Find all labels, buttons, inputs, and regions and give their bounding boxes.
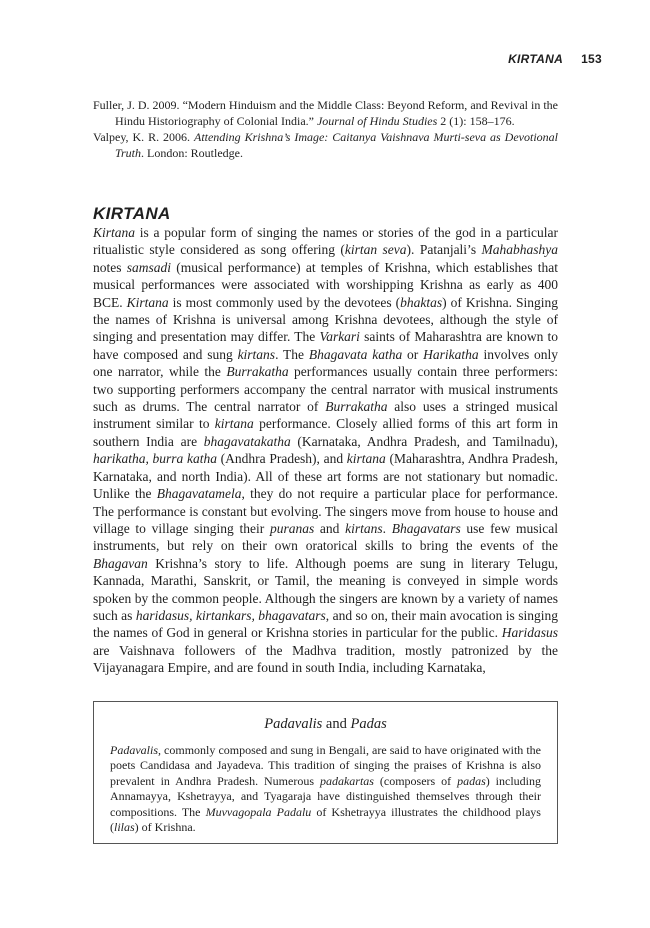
sidebar-title [110,716,541,733]
italic-term: kirtans [237,346,276,362]
text-run: (composers of [373,773,458,788]
italic-term: kirtana [346,451,386,467]
sidebar-title-part: Padas [350,716,387,732]
text-run: performances usually contain three performers: two supporting performers accompany the central narrator with musical instruments such as drums. The central narrator of [93,364,558,415]
italic-term: padakartas [319,773,374,788]
text-run: notes [93,259,127,275]
text-run: . The [275,346,309,362]
italic-term: kirtans [345,520,383,536]
text-run: (Andhra Pradesh), and [216,451,347,467]
text-run: saints of Maharashtra are known to have composed and sung [93,329,558,362]
text-run: , and so on, their main avocation is singing the names of God in general or Krishna stories in particular for the public. [93,607,558,641]
italic-term: Mahabhashya [481,242,558,258]
italic-term: Harikatha [423,346,479,362]
text-run: involves only one narrator, while the [93,346,559,380]
italic-term: Bhagavatars [391,520,461,536]
italic-term: lilas [114,820,135,835]
text-run: and [314,520,346,536]
text-run: also uses a stringed musical instrument similar to [93,399,558,432]
text-run: is most commonly used by the devotees ( [168,294,401,310]
reference-book-title: Attending Krishna’s Image: Caitanya Vaishnava Murti-seva as Devotional Truth [115,130,558,160]
reference-text: 2 (1): 158–176. [437,113,515,128]
reference-list [93,98,558,162]
italic-term: Muvvagopala Padalu [205,804,312,819]
text-run: Krishna’s story to life. Although poems are sung in literary Telugu, Kannada, Marathi, Sanskrit, or Tamil, the meaning is conveyed in simple words spoken by the common people. Although the singers are known by a variety of names such as [93,555,558,623]
reference-entry [93,98,558,129]
italic-term: haridasus, kirtankars, bhagavatars [135,607,326,623]
text-run: ) of Krishna. Singing the names of Krishna is universal among Krishna devotees, although the style of singing and presentation may differ. The [93,294,558,345]
italic-term: samsadi [126,259,171,275]
sidebar-paragraph [110,743,541,835]
body-paragraph [93,224,558,677]
text-run: (Karnataka, Andhra Pradesh, and Tamilnadu), [290,433,558,449]
italic-term: harikatha, burra katha [93,451,217,467]
italic-term: Burrakatha [226,364,289,380]
text-run: ). Patanjali’s [406,242,482,258]
sidebar-title-part: Padavalis [264,716,323,732]
italic-term: bhaktas [400,294,443,310]
text-run: ) including Annamayya, Kshetrayya, and Tyagaraja have distinguished themselves through their compositions. The [110,773,541,819]
text-run: (musical performance) at temples of Krishna, which establishes that musical performances were associated with worshipping Krishna as early as 400 BCE. [93,259,558,310]
running-head-title: KIRTANA [508,52,564,66]
italic-term: Varkari [319,329,360,345]
italic-term: padas [457,773,486,788]
italic-term: puranas [269,520,315,536]
text-run: or [402,346,424,362]
text-run: use few musical instruments, but rely on their own oratorical skills to bring the events of the [93,520,559,554]
sidebar-box [93,701,558,844]
italic-term: Bhagavatamela [156,486,242,502]
text-run: . [382,520,392,536]
reference-text: Fuller, J. D. 2009. “Modern Hinduism and the Middle Class: Beyond Reform, and Revival in the Hindu Historiography of Colonial India.” [93,98,558,128]
text-run: of Kshetrayya illustrates the childhood plays ( [110,804,541,835]
italic-term: Kirtana [126,294,169,310]
italic-term: Bhagavan [93,555,148,571]
reference-text: Valpey, K. R. 2006. [93,130,194,145]
running-head [508,52,602,66]
italic-term: Haridasus [501,625,558,641]
italic-term: bhagavatakatha [203,433,291,449]
text-run: ) of Krishna. [134,820,196,835]
italic-term: Bhagavata katha [308,346,403,362]
italic-term: Padavalis, [110,743,161,757]
text-run: commonly composed and sung in Bengali, are said to have originated with the poets Candidasa and Jayadeva. This tradition of singing the praises of Krishna is also prevalent in Andhra Pradesh. Numerous [110,743,541,788]
reference-text: . London: Routledge. [141,145,244,160]
text-run: performance. Closely allied forms of this art form in southern India are [93,416,558,449]
italic-term: Burrakatha [325,399,388,415]
text-run: is a popular form of singing the names or stories of the god in a particular ritualistic style considered as song offering ( [93,225,558,258]
text-run: , they do not require a particular place for performance. The performance is constant but evolving. The singers move from house to house and village to village singing their [93,486,558,536]
italic-term: kirtan seva [344,242,407,258]
text-run: (Maharashtra, Andhra Pradesh, Karnataka, and north India). All of these art forms are not stationary but nomadic. Unlike the [93,451,559,502]
section-heading: KIRTANA [93,204,171,223]
text-run: are Vaishnava followers of the Madhva tradition, mostly patronized by the Vijayanagara Empire, and are found in south India, including Karnataka, [93,642,558,676]
sidebar-title-part: and [322,716,351,732]
italic-term: kirtana [214,416,254,432]
reference-journal: Journal of Hindu Studies [316,113,438,128]
italic-term: Kirtana [93,225,136,240]
reference-entry [93,130,558,161]
page-number: 153 [581,52,602,66]
